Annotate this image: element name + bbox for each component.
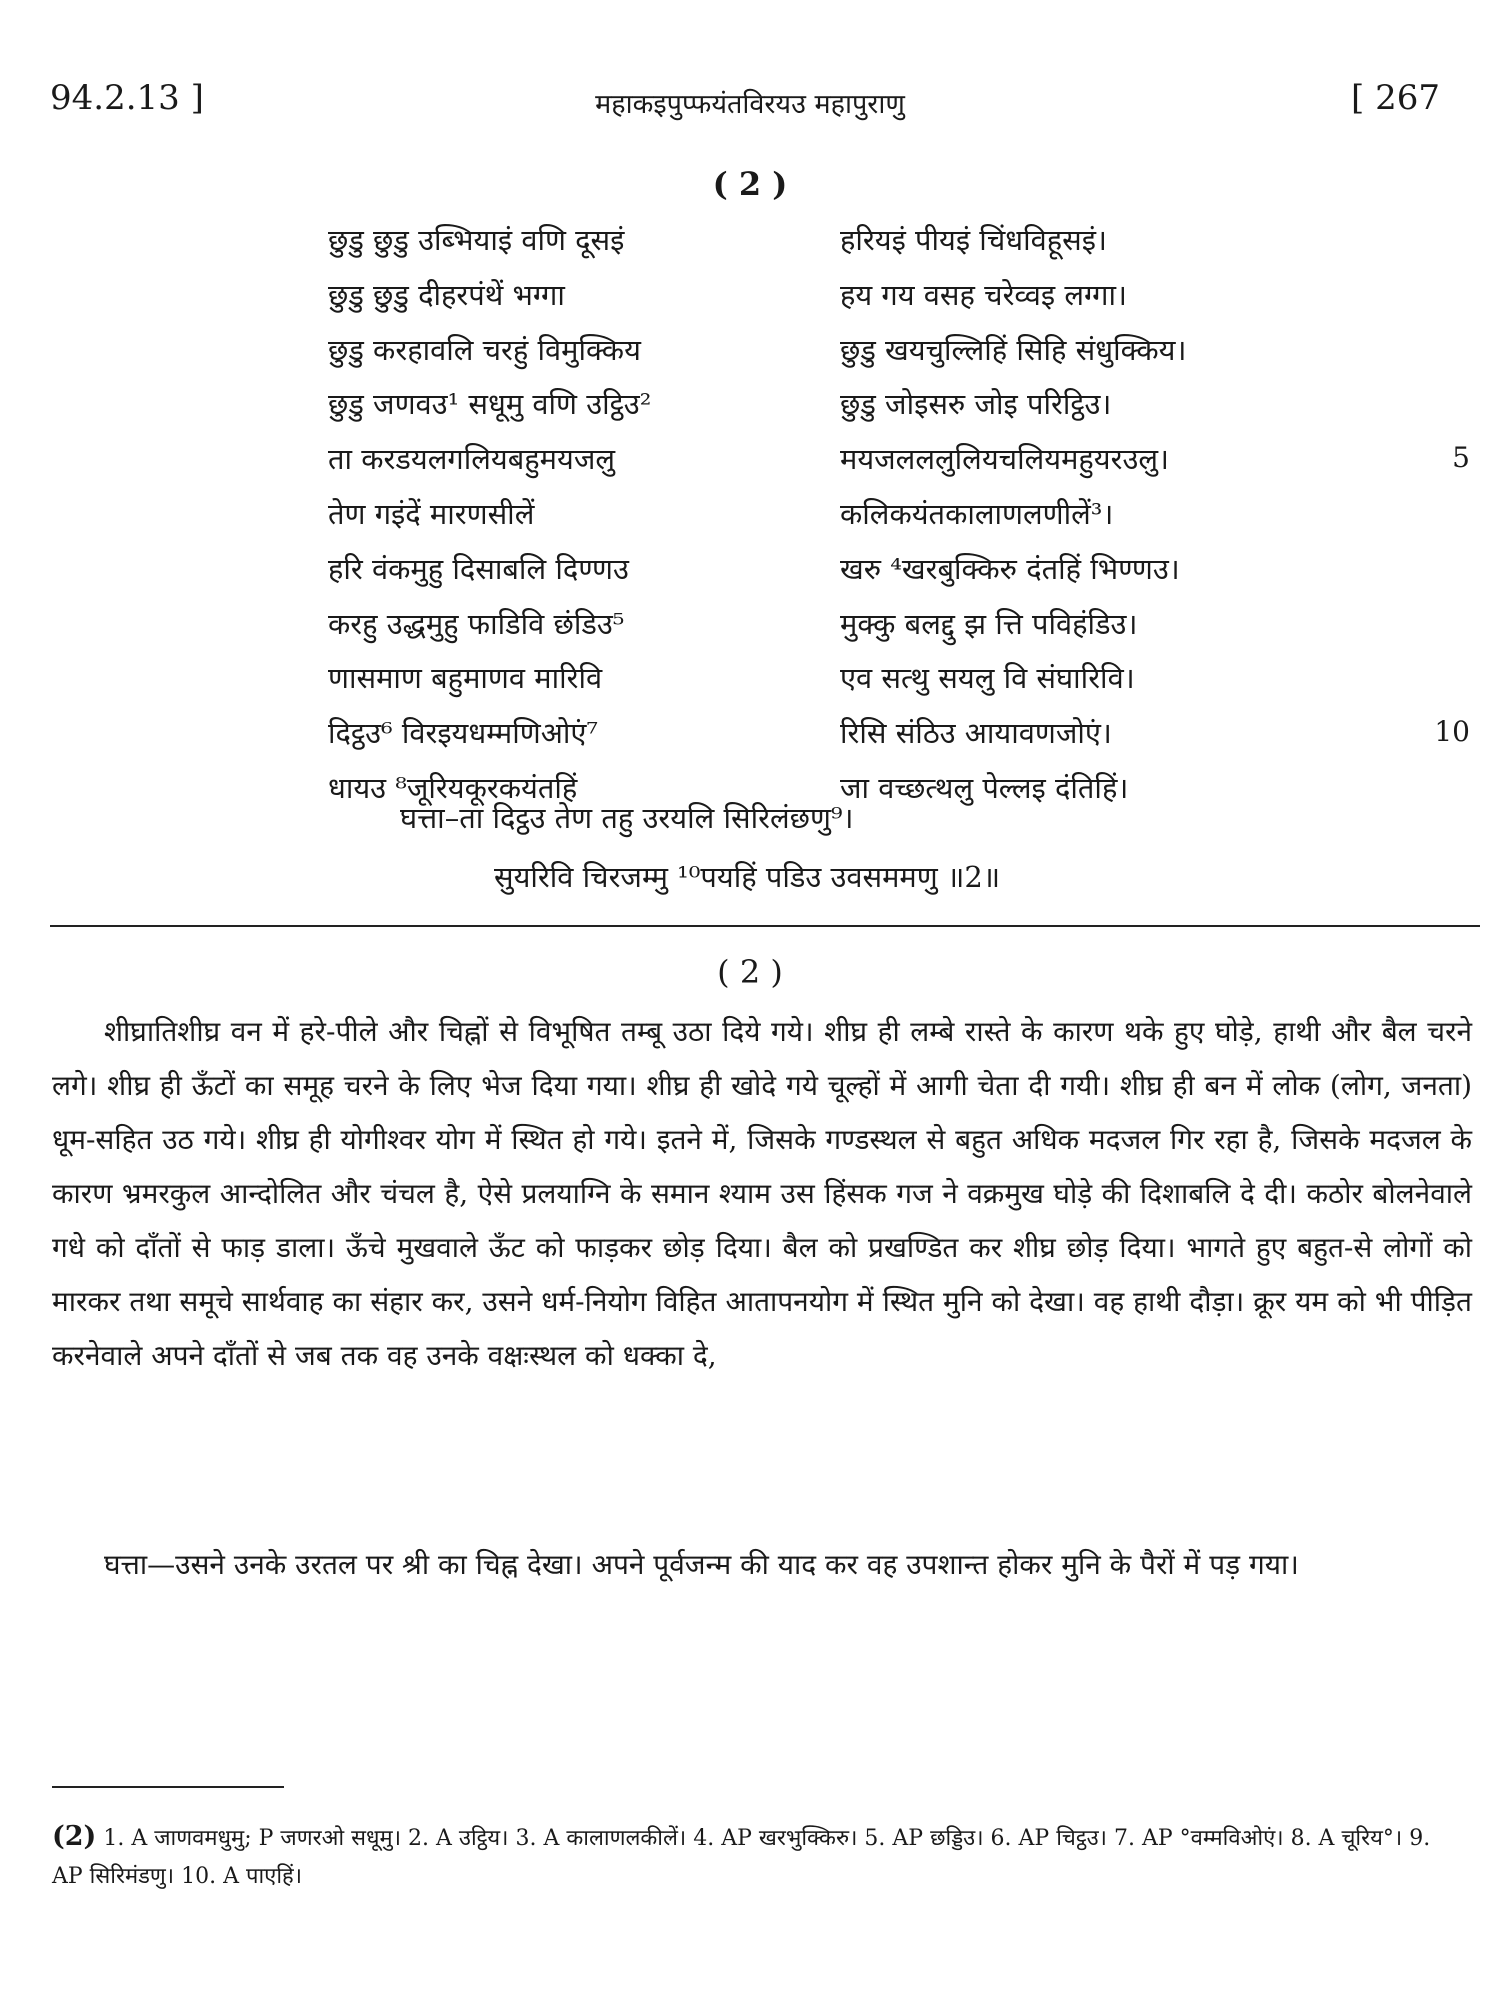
footnote-label: (2): [52, 1821, 97, 1852]
verse-right-half: हरियइं पीयइं चिंधविहूसइं।: [840, 223, 1107, 257]
verse-right-half: मुक्कु बलद्दु झ त्ति पविहंडिउ।: [840, 606, 1138, 641]
verse-right-half: जा वच्छत्थलु पेल्लइ दंतिहिं।: [840, 771, 1129, 805]
verse-right-half: कलिकयंतकालाणलणीलें³।: [840, 497, 1114, 531]
verse-left-half: दिट्ठउ⁶ विरइयधम्मणिओएं⁷: [328, 716, 599, 751]
verse-right-half: रिसि संठिउ आयावणजोएं।: [840, 716, 1112, 751]
footnotes: [52, 1818, 1462, 1896]
line-number: 5: [1452, 441, 1470, 475]
verse-left-half: ता करडयलगलियबहुमयजलु: [328, 442, 616, 477]
section-divider: [50, 925, 1480, 927]
translation-paragraph-1: शीघ्रातिशीघ्र वन में हरे-पीले और चिह्नों से विभूषित तम्बू उठा दिये गये। शीघ्र ही लम्बे रास्ते के कारण थके हुए घोड़े, हाथी और बैल चरने लगे। शीघ्र ही ऊँटों का समूह चरने के लिए भेज दिया गया। शीघ्र ही खोदे गये चूल्हों में आगी चेता दी गयी। शीघ्र ही बन में लोक (लोग, जनता) धूम-सहित उठ गये। शीघ्र ही योगीश्वर योग में स्थित हो गये। इतने में, जिसके गण्डस्थल से बहुत अधिक मदजल गिर रहा है, जिसके मदजल के कारण भ्रमरकुल आन्दोलित और चंचल है, ऐसे प्रलयाग्नि के समान श्याम उस हिंसक गज ने वक्रमुख घोड़े की दिशाबलि दे दी। कठोर बोलनेवाले गधे को दाँतों से फाड़ डाला। ऊँचे मुखवाले ऊँट को फाड़कर छोड़ दिया। बैल को प्रखण्डित कर शीघ्र छोड़ दिया। भागते हुए बहुत-से लोगों को मारकर तथा समूचे सार्थवाह का संहार कर, उसने धर्म-नियोग विहित आतापनयोग में स्थित मुनि को देखा। वह हाथी दौड़ा। क्रूर यम को भी पीड़ित करनेवाले अपने दाँतों से जब तक वह उनके वक्षःस्थल को धक्का दे,: [52, 1015, 1472, 1372]
verse-right-half: खरु ⁴खरबुक्किरु दंतहिं भिण्णउ।: [840, 551, 1180, 586]
verse-right-half: छुडु खयचुल्लिहिं सिहि संधुक्किय।: [840, 332, 1187, 367]
verse-right-half: एव सत्थु सयलु वि संघारिवि।: [840, 661, 1135, 696]
verse-left-half: णासमाण बहुमाणव मारिवि: [328, 661, 603, 696]
page-number: [ 267: [1351, 78, 1440, 118]
line-number: 10: [1434, 715, 1470, 749]
verse-right-half: मयजलललुलियचलियमहुयरउलु।: [840, 442, 1170, 477]
section-number-translation: ( 2 ): [717, 953, 783, 991]
ghatta-line-1: घत्ता–ता दिट्ठउ तेण तहु उरयलि सिरिलंछणु⁹।: [400, 801, 854, 835]
footnote-text: 1. A जाणवमधुमु; P जणरओ सधूमु। 2. A उट्ठिय। 3. A कालाणलकीलें। 4. AP खरभुक्किरु। 5. AP छड्डिउ। 6. AP चिट्ठउ। 7. AP °वम्मविओएं। 8. A चूरिय°। 9. AP सिरिमंडणु। 10. A पाएहिं।: [52, 1826, 1431, 1889]
page-reference: 94.2.13 ]: [50, 78, 204, 118]
verse-left-half: करहु उद्धमुहु फाडिवि छंडिउ⁵: [328, 606, 625, 641]
translation-paragraph-2: घत्ता—उसने उनके उरतल पर श्री का चिह्न देखा। अपने पूर्वजन्म की याद कर वह उपशान्त होकर मुनि के पैरों में पड़ गया।: [104, 1548, 1299, 1581]
footnote-divider: [52, 1786, 284, 1788]
verse-left-half: छुडु छुडु उब्भियाइं वणि दूसइं: [328, 223, 625, 257]
verse-left-half: हरि वंकमुहु दिसाबलि दिण्णउ: [328, 551, 629, 586]
verse-left-half: तेण गइंदें मारणसीलें: [328, 497, 535, 531]
verse-left-half: छुडु जणवउ¹ सधूमु वणि उट्ठिउ²: [328, 387, 652, 422]
verse-left-half: धायउ ⁸जूरियकूरकयंतहिं: [328, 771, 578, 805]
verse-left-half: छुडु छुडु दीहरपंथें भग्गा: [328, 277, 565, 312]
running-title: महाकइपुप्फयंतविरयउ महापुराणु: [595, 89, 905, 120]
verse-right-half: हय गय वसह चरेव्वइ लग्गा।: [840, 277, 1127, 312]
section-number-verse: ( 2 ): [712, 165, 788, 203]
verse-right-half: छुडु जोइसरु जोइ परिट्ठिउ।: [840, 387, 1112, 422]
verse-left-half: छुडु करहावलि चरहुं विमुक्किय: [328, 332, 641, 367]
ghatta-line-2: सुयरिवि चिरजम्मु ¹⁰पयहिं पडिउ उवसममणु ॥2॥: [494, 860, 1001, 894]
